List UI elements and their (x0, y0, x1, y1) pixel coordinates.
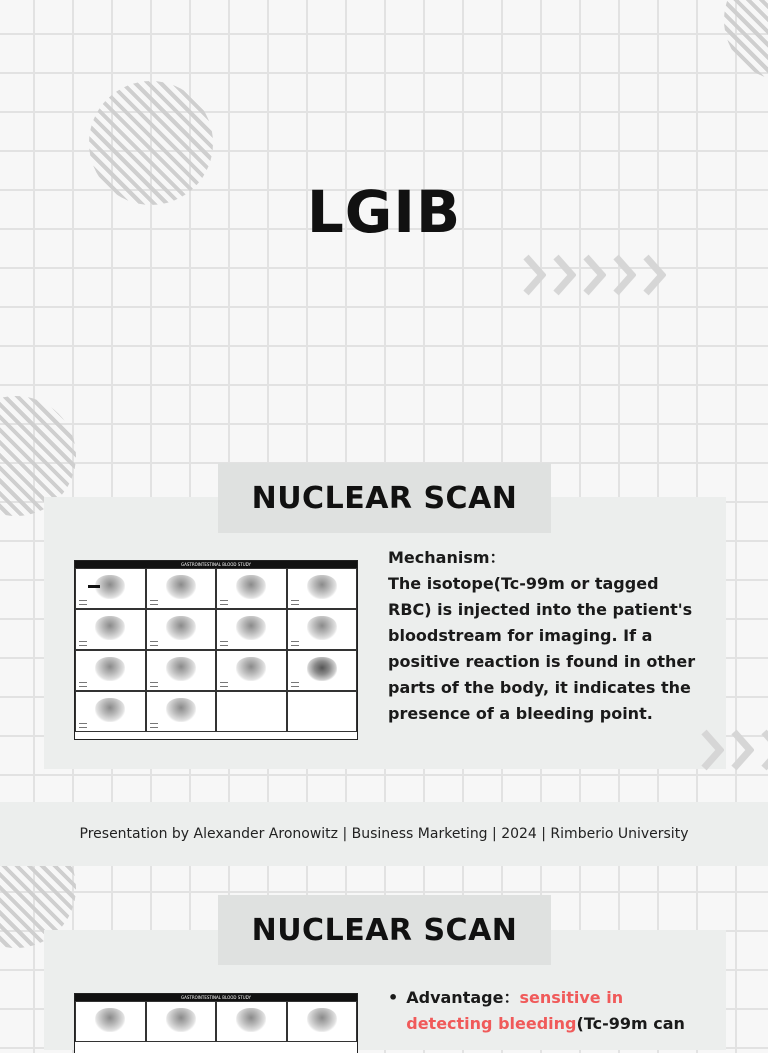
scan-frame (75, 691, 146, 732)
scan-frame (146, 568, 217, 609)
decorative-chevrons (700, 728, 768, 772)
scan-frame (287, 1001, 358, 1042)
decorative-striped-circle (724, 0, 768, 80)
scan-image-header: GASTROINTESTINAL BLOOD STUDY (75, 561, 357, 568)
presentation-footer (0, 802, 768, 866)
advantage-text-block (388, 985, 688, 1037)
scan-frame (146, 609, 217, 650)
scan-frame (75, 650, 146, 691)
nuclear-scan-image (74, 993, 358, 1053)
scan-image-grid (75, 1001, 357, 1042)
arrow-marker-icon (88, 585, 100, 588)
scan-frame (146, 1001, 217, 1042)
chevron-right-icon (700, 728, 724, 772)
advantage-line (406, 985, 688, 1037)
chevron-right-icon (642, 253, 666, 297)
scan-frame (216, 1001, 287, 1042)
scan-frame (287, 650, 358, 691)
scan-frame (287, 609, 358, 650)
chevron-right-icon (760, 728, 768, 772)
bullet-dot-icon: • (388, 988, 399, 1007)
scan-frame (216, 650, 287, 691)
scan-frame-empty (216, 691, 287, 732)
scan-frame (287, 568, 358, 609)
scan-frame (216, 609, 287, 650)
mechanism-heading: Mechanism： (388, 548, 506, 567)
section-label: NUCLEAR SCAN (218, 895, 551, 965)
nuclear-scan-image (74, 560, 358, 740)
section-label: NUCLEAR SCAN (218, 463, 551, 533)
chevron-right-icon (612, 253, 636, 297)
scan-image-header: GASTROINTESTINAL BLOOD STUDY (75, 994, 357, 1001)
advantage-bullet (388, 985, 688, 1037)
slide-title: LGIB (306, 178, 462, 246)
chevron-right-icon (522, 253, 546, 297)
footer-text: Presentation by Alexander Aronowitz | Business Marketing | 2024 | Rimberio University (79, 826, 689, 842)
scan-frame (75, 568, 146, 609)
advantage-label: Advantage： (406, 988, 520, 1007)
advantage-highlight: sensitive in detecting bleeding (406, 988, 624, 1033)
scan-frame (75, 1001, 146, 1042)
mechanism-description: The isotope(Tc-99m or tagged RBC) is injected into the patient's bloodstream for imaging. If a positive reaction is found in other parts of the body, it indicates the presence of a bleeding point. (388, 574, 696, 723)
scan-image-grid (75, 568, 357, 732)
scan-frame-empty (287, 691, 358, 732)
advantage-rest: (Tc-99m can (576, 1014, 685, 1033)
decorative-chevrons (522, 253, 666, 297)
scan-frame (146, 650, 217, 691)
chevron-right-icon (552, 253, 576, 297)
chevron-right-icon (582, 253, 606, 297)
chevron-right-icon (730, 728, 754, 772)
scan-frame (216, 568, 287, 609)
scan-frame (75, 609, 146, 650)
mechanism-text-block (388, 545, 698, 727)
scan-frame (146, 691, 217, 732)
